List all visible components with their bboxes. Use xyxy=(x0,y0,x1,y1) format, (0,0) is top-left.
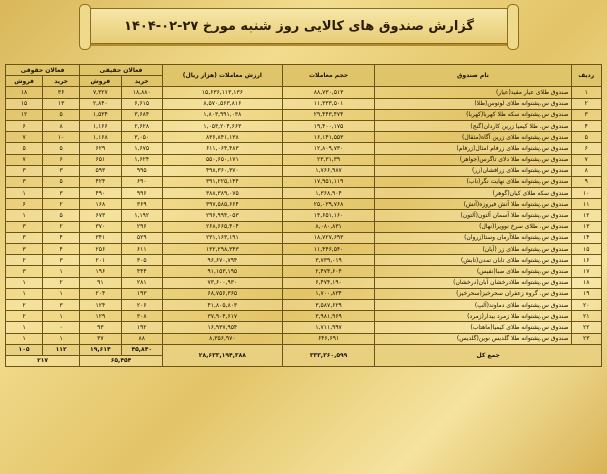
table-row xyxy=(6,299,602,310)
cell-real-buy: ۳۰۵ xyxy=(121,255,162,266)
totals-real-total: ۶۵,۴۵۴ xyxy=(80,355,163,366)
table-row xyxy=(6,221,602,232)
cell-real-sell: ۱,۱۶۶ xyxy=(80,120,121,131)
cell-value: ۳۹۱,۲۲۵,۱۴۴ xyxy=(162,176,282,187)
cell-value: ۴۱,۸۰۵,۸۰۳ xyxy=(162,299,282,310)
cell-legal-sell: ۷ xyxy=(6,154,43,165)
cell-fund-name: صندوق س.پشتوانه طلادرخشان آبان(درخشان) xyxy=(375,277,571,288)
table-row xyxy=(6,199,602,210)
cell-real-buy: ۶,۶۱۵ xyxy=(121,98,162,109)
totals-real-sell: ۱۹,۶۱۴ xyxy=(80,344,121,355)
cell-legal-sell: ۱ xyxy=(6,188,43,199)
cell-real-buy: ۱۹۳ xyxy=(121,288,162,299)
table-row xyxy=(6,188,602,199)
cell-legal-sell: ۲ xyxy=(6,311,43,322)
cell-legal-sell: ۳ xyxy=(6,244,43,255)
cell-legal-buy: ۱۰ xyxy=(43,132,80,143)
cell-volume: ۲۵,۰۳۹,۷۶۸ xyxy=(282,199,375,210)
cell-fund-name: صندوق سکه طلای کیان(گوهر) xyxy=(375,188,571,199)
header-legal-buy: خرید xyxy=(43,76,80,87)
cell-row-number: ۱۸ xyxy=(571,277,602,288)
cell-real-buy: ۹۹۶ xyxy=(121,188,162,199)
table-row xyxy=(6,87,602,98)
cell-volume: ۱۱,۳۳۳,۵۰۱ xyxy=(282,98,375,109)
cell-real-sell: ۶۷۳ xyxy=(80,210,121,221)
cell-value: ۲۳۱,۱۶۳,۱۹۱ xyxy=(162,232,282,243)
cell-real-sell: ۲۰۱ xyxy=(80,255,121,266)
cell-row-number: ۹ xyxy=(571,176,602,187)
cell-legal-buy: ۵ xyxy=(43,143,80,154)
totals-real-buy: ۴۵,۸۴۰ xyxy=(121,344,162,355)
cell-volume: ۱,۷۶۶,۹۸۷ xyxy=(282,165,375,176)
cell-value: ۷۳,۶۰۰,۹۳۰ xyxy=(162,277,282,288)
cell-row-number: ۱۶ xyxy=(571,255,602,266)
cell-real-sell: ۱,۵۳۴ xyxy=(80,109,121,120)
cell-real-sell: ۶۲۹ xyxy=(80,143,121,154)
cell-value: ۵۵۰,۶۵۰,۱۷۱ xyxy=(162,154,282,165)
header-volume: حجم معاملات xyxy=(282,65,375,87)
cell-row-number: ۱۱ xyxy=(571,199,602,210)
cell-row-number: ۲۳ xyxy=(571,333,602,344)
cell-legal-sell: ۲ xyxy=(6,255,43,266)
cell-legal-buy: ۲ xyxy=(43,199,80,210)
funds-table xyxy=(5,64,602,367)
table-row xyxy=(6,277,602,288)
cell-real-sell: ۴۹۰ xyxy=(80,188,121,199)
cell-volume: ۱۴,۶۵۱,۱۶۰ xyxy=(282,210,375,221)
cell-value: ۳۹۷,۵۸۵,۶۶۴ xyxy=(162,199,282,210)
cell-fund-name: صندوق س.پشتوانه طلای زر (آیان) xyxy=(375,244,571,255)
cell-real-buy: ۳۰۸ xyxy=(121,311,162,322)
cell-fund-name: صندوق س.پشتوانه طلای تابان تمدن(تابش) xyxy=(375,255,571,266)
cell-real-buy: ۳۶۹ xyxy=(121,199,162,210)
cell-legal-sell: ۲ xyxy=(6,299,43,310)
cell-legal-buy: ۴ xyxy=(43,244,80,255)
cell-value: ۱۶,۹۳۷,۹۵۴ xyxy=(162,322,282,333)
header-real-buy: خرید xyxy=(121,76,162,87)
cell-real-sell: ۹۳ xyxy=(80,322,121,333)
cell-row-number: ۲۰ xyxy=(571,299,602,310)
cell-legal-buy: ۱ xyxy=(43,266,80,277)
totals-legal-total: ۲۱۷ xyxy=(6,355,80,366)
cell-legal-sell: ۱ xyxy=(6,333,43,344)
cell-legal-buy: ۳۶ xyxy=(43,87,80,98)
cell-volume: ۳,۹۸۱,۹۶۹ xyxy=(282,311,375,322)
table-row xyxy=(6,244,602,255)
cell-legal-buy: ۳ xyxy=(43,255,80,266)
cell-real-buy: ۴۴۴ xyxy=(121,266,162,277)
cell-volume: ۱۹,۴۰۰,۱۷۵ xyxy=(282,120,375,131)
cell-real-buy: ۲۹۶ xyxy=(121,221,162,232)
header-legal-sell: فروش xyxy=(6,76,43,87)
cell-fund-name: صندوق س.پشتوانه سکه طلا کهربا(کهربا) xyxy=(375,109,571,120)
header-row-number: ردیف xyxy=(571,65,602,87)
cell-legal-buy: ۳ xyxy=(43,188,80,199)
cell-volume: ۱۷,۹۵۱,۱۱۹ xyxy=(282,176,375,187)
cell-value: ۶۱۱,۰۶۴,۴۸۳ xyxy=(162,143,282,154)
cell-real-sell: ۲۵۶ xyxy=(80,244,121,255)
table-row xyxy=(6,143,602,154)
table-row xyxy=(6,132,602,143)
cell-legal-sell: ۶ xyxy=(6,120,43,131)
cell-real-sell: ۴۲۴ xyxy=(80,176,121,187)
cell-value: ۸۳۶,۸۴۱,۱۳۸ xyxy=(162,132,282,143)
cell-fund-name: صندوق س.پشتوانه طلای زرین آگاه(مثقال) xyxy=(375,132,571,143)
cell-value: ۲۹۶,۹۹۴,۰۵۳ xyxy=(162,210,282,221)
cell-fund-name: صندوق س.پشتوانه طلای نهایت نگر(ناب) xyxy=(375,176,571,187)
cell-row-number: ۱۹ xyxy=(571,288,602,299)
cell-fund-name: صندوق س. گروه زعفران سحرخیز(سحرخیز) xyxy=(375,288,571,299)
cell-real-buy: ۹۹۵ xyxy=(121,165,162,176)
cell-legal-sell: ۳ xyxy=(6,221,43,232)
cell-value: ۱۳۲,۲۹۸,۳۴۳ xyxy=(162,244,282,255)
cell-legal-buy: ۳ xyxy=(43,165,80,176)
cell-real-sell: ۳۷۰ xyxy=(80,221,121,232)
cell-fund-name: صندوق س.پشتوانه طلاآرمان وستا(زروان) xyxy=(375,232,571,243)
cell-real-buy: ۶۱۱ xyxy=(121,244,162,255)
cell-fund-name: صندوق س.پشتوانه طلا دلای تاگرس(جواهر) xyxy=(375,154,571,165)
page-title: گزارش صندوق های کالایی روز شنبه مورخ ۲۷-۰۲-۱۴۰۴ xyxy=(124,18,474,34)
cell-real-buy: ۲۰۶ xyxy=(121,299,162,310)
cell-real-buy: ۲,۶۲۸ xyxy=(121,120,162,131)
header-fund-name: نام صندوق xyxy=(375,65,571,87)
cell-row-number: ۲۲ xyxy=(571,322,602,333)
cell-legal-sell: ۱۵ xyxy=(6,98,43,109)
table-row xyxy=(6,165,602,176)
cell-real-buy: ۶۹۰ xyxy=(121,176,162,187)
cell-value: ۳۸۸,۳۸۹,۰۷۵ xyxy=(162,188,282,199)
cell-legal-sell: ۱ xyxy=(6,288,43,299)
header-legal-actors: فعالان حقوقی xyxy=(6,65,80,76)
cell-value: ۱۵,۶۳۶,۱۱۳,۱۳۶ xyxy=(162,87,282,98)
cell-row-number: ۴ xyxy=(571,120,602,131)
cell-real-sell: ۱۲۹ xyxy=(80,311,121,322)
cell-row-number: ۱ xyxy=(571,87,602,98)
cell-real-buy: ۱۹۲ xyxy=(121,322,162,333)
cell-legal-sell: ۳ xyxy=(6,165,43,176)
cell-value: ۴۹۸,۳۶۰,۳۷۰ xyxy=(162,165,282,176)
cell-real-buy: ۸۸ xyxy=(121,333,162,344)
cell-legal-sell: ۳ xyxy=(6,266,43,277)
cell-volume: ۳,۵۸۷,۶۲۹ xyxy=(282,299,375,310)
table-row xyxy=(6,322,602,333)
cell-fund-name: صندوق طلای عیار مفید(عیار) xyxy=(375,87,571,98)
cell-volume: ۱,۷۱۱,۹۹۷ xyxy=(282,322,375,333)
cell-fund-name: صندوق س.پشتوانه طلای کیمیا(ماهتاب) xyxy=(375,322,571,333)
header-value: ارزش معاملات (هزار ریال) xyxy=(162,65,282,87)
cell-real-buy: ۱,۱۹۲ xyxy=(121,210,162,221)
cell-volume: ۱۱,۴۴۶,۵۴۰ xyxy=(282,244,375,255)
cell-fund-name: صندوق س.پشتوانه طلای دماوند(آلپ) xyxy=(375,299,571,310)
cell-real-sell: ۷,۳۲۷ xyxy=(80,87,121,98)
cell-row-number: ۱۰ xyxy=(571,188,602,199)
table-row xyxy=(6,120,602,131)
cell-legal-buy: ۱ xyxy=(43,311,80,322)
cell-legal-sell: ۶ xyxy=(6,199,43,210)
cell-value: ۲۶۸,۶۶۵,۴۰۴ xyxy=(162,221,282,232)
cell-real-sell: ۹۱ xyxy=(80,277,121,288)
cell-fund-name: صندوق س.پشتوانه طلا زمرد بیدار(زمرد) xyxy=(375,311,571,322)
cell-fund-name: صندوق س.پشتوانه طلای صبا(نفیس) xyxy=(375,266,571,277)
cell-legal-sell: ۱ xyxy=(6,277,43,288)
cell-fund-name: صندوق س.پشتوانه طلا آتش فیروزه(آتش) xyxy=(375,199,571,210)
cell-volume: ۱,۷۰۰,۸۳۴ xyxy=(282,288,375,299)
cell-volume: ۲۹,۴۴۳,۴۷۴ xyxy=(282,109,375,120)
cell-fund-name: صندوق س.پشتوانه طلای زرفام امثال(زرفام) xyxy=(375,143,571,154)
cell-volume: ۱۲,۸۰۹,۷۳۰ xyxy=(282,143,375,154)
cell-volume: ۶۴۶,۶۹۱ xyxy=(282,333,375,344)
table-row xyxy=(6,98,602,109)
cell-fund-name: صندوق س.پشتوانه طلای زرافشان(زر) xyxy=(375,165,571,176)
cell-volume: ۲۳,۳۱,۳۹ xyxy=(282,154,375,165)
cell-real-buy: ۳,۶۸۴ xyxy=(121,109,162,120)
cell-real-sell: ۳۷ xyxy=(80,333,121,344)
cell-fund-name: صندوق س.پشتوانه طلا آسمان آلتون(آلتون) xyxy=(375,210,571,221)
cell-real-sell: ۲,۸۴۰ xyxy=(80,98,121,109)
cell-legal-buy: ۱ xyxy=(43,333,80,344)
cell-value: ۶۸,۷۵۶,۳۶۵ xyxy=(162,288,282,299)
cell-row-number: ۱۲ xyxy=(571,210,602,221)
cell-real-sell: ۳۴۱ xyxy=(80,232,121,243)
cell-value: ۹۱,۱۵۳,۱۹۵ xyxy=(162,266,282,277)
table-row xyxy=(6,333,602,344)
table-row xyxy=(6,255,602,266)
cell-row-number: ۵ xyxy=(571,132,602,143)
cell-legal-sell: ۱ xyxy=(6,322,43,333)
cell-legal-buy: ۰ xyxy=(43,322,80,333)
cell-legal-sell: ۷ xyxy=(6,132,43,143)
totals-legal-buy: ۱۱۲ xyxy=(43,344,80,355)
cell-legal-buy: ۱ xyxy=(43,288,80,299)
cell-value: ۱,۰۵۳,۲۰۴,۶۶۳ xyxy=(162,120,282,131)
cell-real-buy: ۱,۶۷۵ xyxy=(121,143,162,154)
cell-volume: ۶,۴۷۴,۱۹۰ xyxy=(282,277,375,288)
title-banner xyxy=(84,8,514,44)
cell-volume: ۳,۷۳۹,۰۱۹ xyxy=(282,255,375,266)
cell-real-sell: ۱۹۶ xyxy=(80,266,121,277)
cell-legal-sell: ۱۲ xyxy=(6,109,43,120)
cell-volume: ۱۶,۱۴۱,۵۵۳ xyxy=(282,132,375,143)
cell-real-buy: ۱۸,۸۸۰ xyxy=(121,87,162,98)
totals-legal-sell: ۱۰۵ xyxy=(6,344,43,355)
cell-volume: ۸,۰۸۰,۸۳۱ xyxy=(282,221,375,232)
cell-legal-sell: ۳ xyxy=(6,176,43,187)
table-row xyxy=(6,232,602,243)
table-row xyxy=(6,266,602,277)
cell-legal-buy: ۵ xyxy=(43,109,80,120)
cell-real-buy: ۵۲۹ xyxy=(121,232,162,243)
cell-legal-buy: ۲ xyxy=(43,277,80,288)
totals-volume: ۳۳۳,۳۶۰,۵۹۹ xyxy=(282,344,375,366)
table-row xyxy=(6,288,602,299)
cell-row-number: ۲ xyxy=(571,98,602,109)
table-row xyxy=(6,176,602,187)
totals-label: جمع کل xyxy=(375,344,602,366)
cell-legal-sell: ۳ xyxy=(6,232,43,243)
cell-fund-name: صندوق س.پشتوانه طلای لوتوس(طلا) xyxy=(375,98,571,109)
cell-row-number: ۲۱ xyxy=(571,311,602,322)
cell-real-sell: ۵۹۳ xyxy=(80,165,121,176)
cell-row-number: ۳ xyxy=(571,109,602,120)
cell-real-buy: ۱,۶۲۴ xyxy=(121,154,162,165)
table-row xyxy=(6,311,602,322)
cell-real-sell: ۶۵۱ xyxy=(80,154,121,165)
cell-value: ۳۷,۹۰۴,۶۱۷ xyxy=(162,311,282,322)
cell-fund-name: صندوق س.پشتوانه طلا گلدیس نوین(گلدیس) xyxy=(375,333,571,344)
totals-row xyxy=(6,344,602,355)
cell-legal-buy: ۱۳ xyxy=(43,98,80,109)
cell-legal-buy: ۸ xyxy=(43,120,80,131)
header-real-actors: فعالان حقیقی xyxy=(80,65,163,76)
cell-legal-buy: ۳ xyxy=(43,299,80,310)
header-row-1 xyxy=(6,65,602,76)
cell-row-number: ۶ xyxy=(571,143,602,154)
cell-fund-name: صندوق س. طلای سرخ نوویرا(نهال) xyxy=(375,221,571,232)
table-row xyxy=(6,154,602,165)
cell-volume: ۸۸,۷۳۰,۵۱۳ xyxy=(282,87,375,98)
header-real-sell: فروش xyxy=(80,76,121,87)
cell-real-buy: ۳,۰۵۰ xyxy=(121,132,162,143)
cell-value: ۹۶,۶۷۰,۷۹۴ xyxy=(162,255,282,266)
cell-legal-buy: ۵ xyxy=(43,210,80,221)
cell-legal-buy: ۴ xyxy=(43,232,80,243)
table-row xyxy=(6,109,602,120)
cell-value: ۸,۳۵۶,۹۷۰ xyxy=(162,333,282,344)
cell-row-number: ۸ xyxy=(571,165,602,176)
cell-legal-sell: ۱۸ xyxy=(6,87,43,98)
cell-row-number: ۱۴ xyxy=(571,232,602,243)
cell-real-sell: ۱۲۴ xyxy=(80,299,121,310)
cell-fund-name: صندوق س. طلا کیمیا زرین کاردان(گنج) xyxy=(375,120,571,131)
totals-value: ۲۸,۶۳۳,۱۹۴,۳۸۸ xyxy=(162,344,282,366)
cell-row-number: ۱۳ xyxy=(571,221,602,232)
cell-real-sell: ۲۰۴ xyxy=(80,288,121,299)
cell-value: ۸,۵۷۰,۵۶۳,۸۱۶ xyxy=(162,98,282,109)
cell-volume: ۲,۴۷۴,۶۰۴ xyxy=(282,266,375,277)
cell-legal-buy: ۶ xyxy=(43,154,80,165)
cell-row-number: ۷ xyxy=(571,154,602,165)
cell-value: ۱,۸۰۳,۹۹۱,۰۳۸ xyxy=(162,109,282,120)
cell-row-number: ۱۵ xyxy=(571,244,602,255)
cell-volume: ۱,۳۶۸,۹۰۴ xyxy=(282,188,375,199)
cell-real-sell: ۱۶۸ xyxy=(80,199,121,210)
cell-row-number: ۱۷ xyxy=(571,266,602,277)
cell-legal-buy: ۵ xyxy=(43,176,80,187)
cell-volume: ۱۸,۷۲۷,۶۹۳ xyxy=(282,232,375,243)
cell-legal-sell: ۱ xyxy=(6,210,43,221)
cell-legal-sell: ۵ xyxy=(6,143,43,154)
cell-legal-buy: ۲ xyxy=(43,221,80,232)
cell-real-buy: ۲۸۱ xyxy=(121,277,162,288)
cell-real-sell: ۱,۱۶۸ xyxy=(80,132,121,143)
table-row xyxy=(6,210,602,221)
